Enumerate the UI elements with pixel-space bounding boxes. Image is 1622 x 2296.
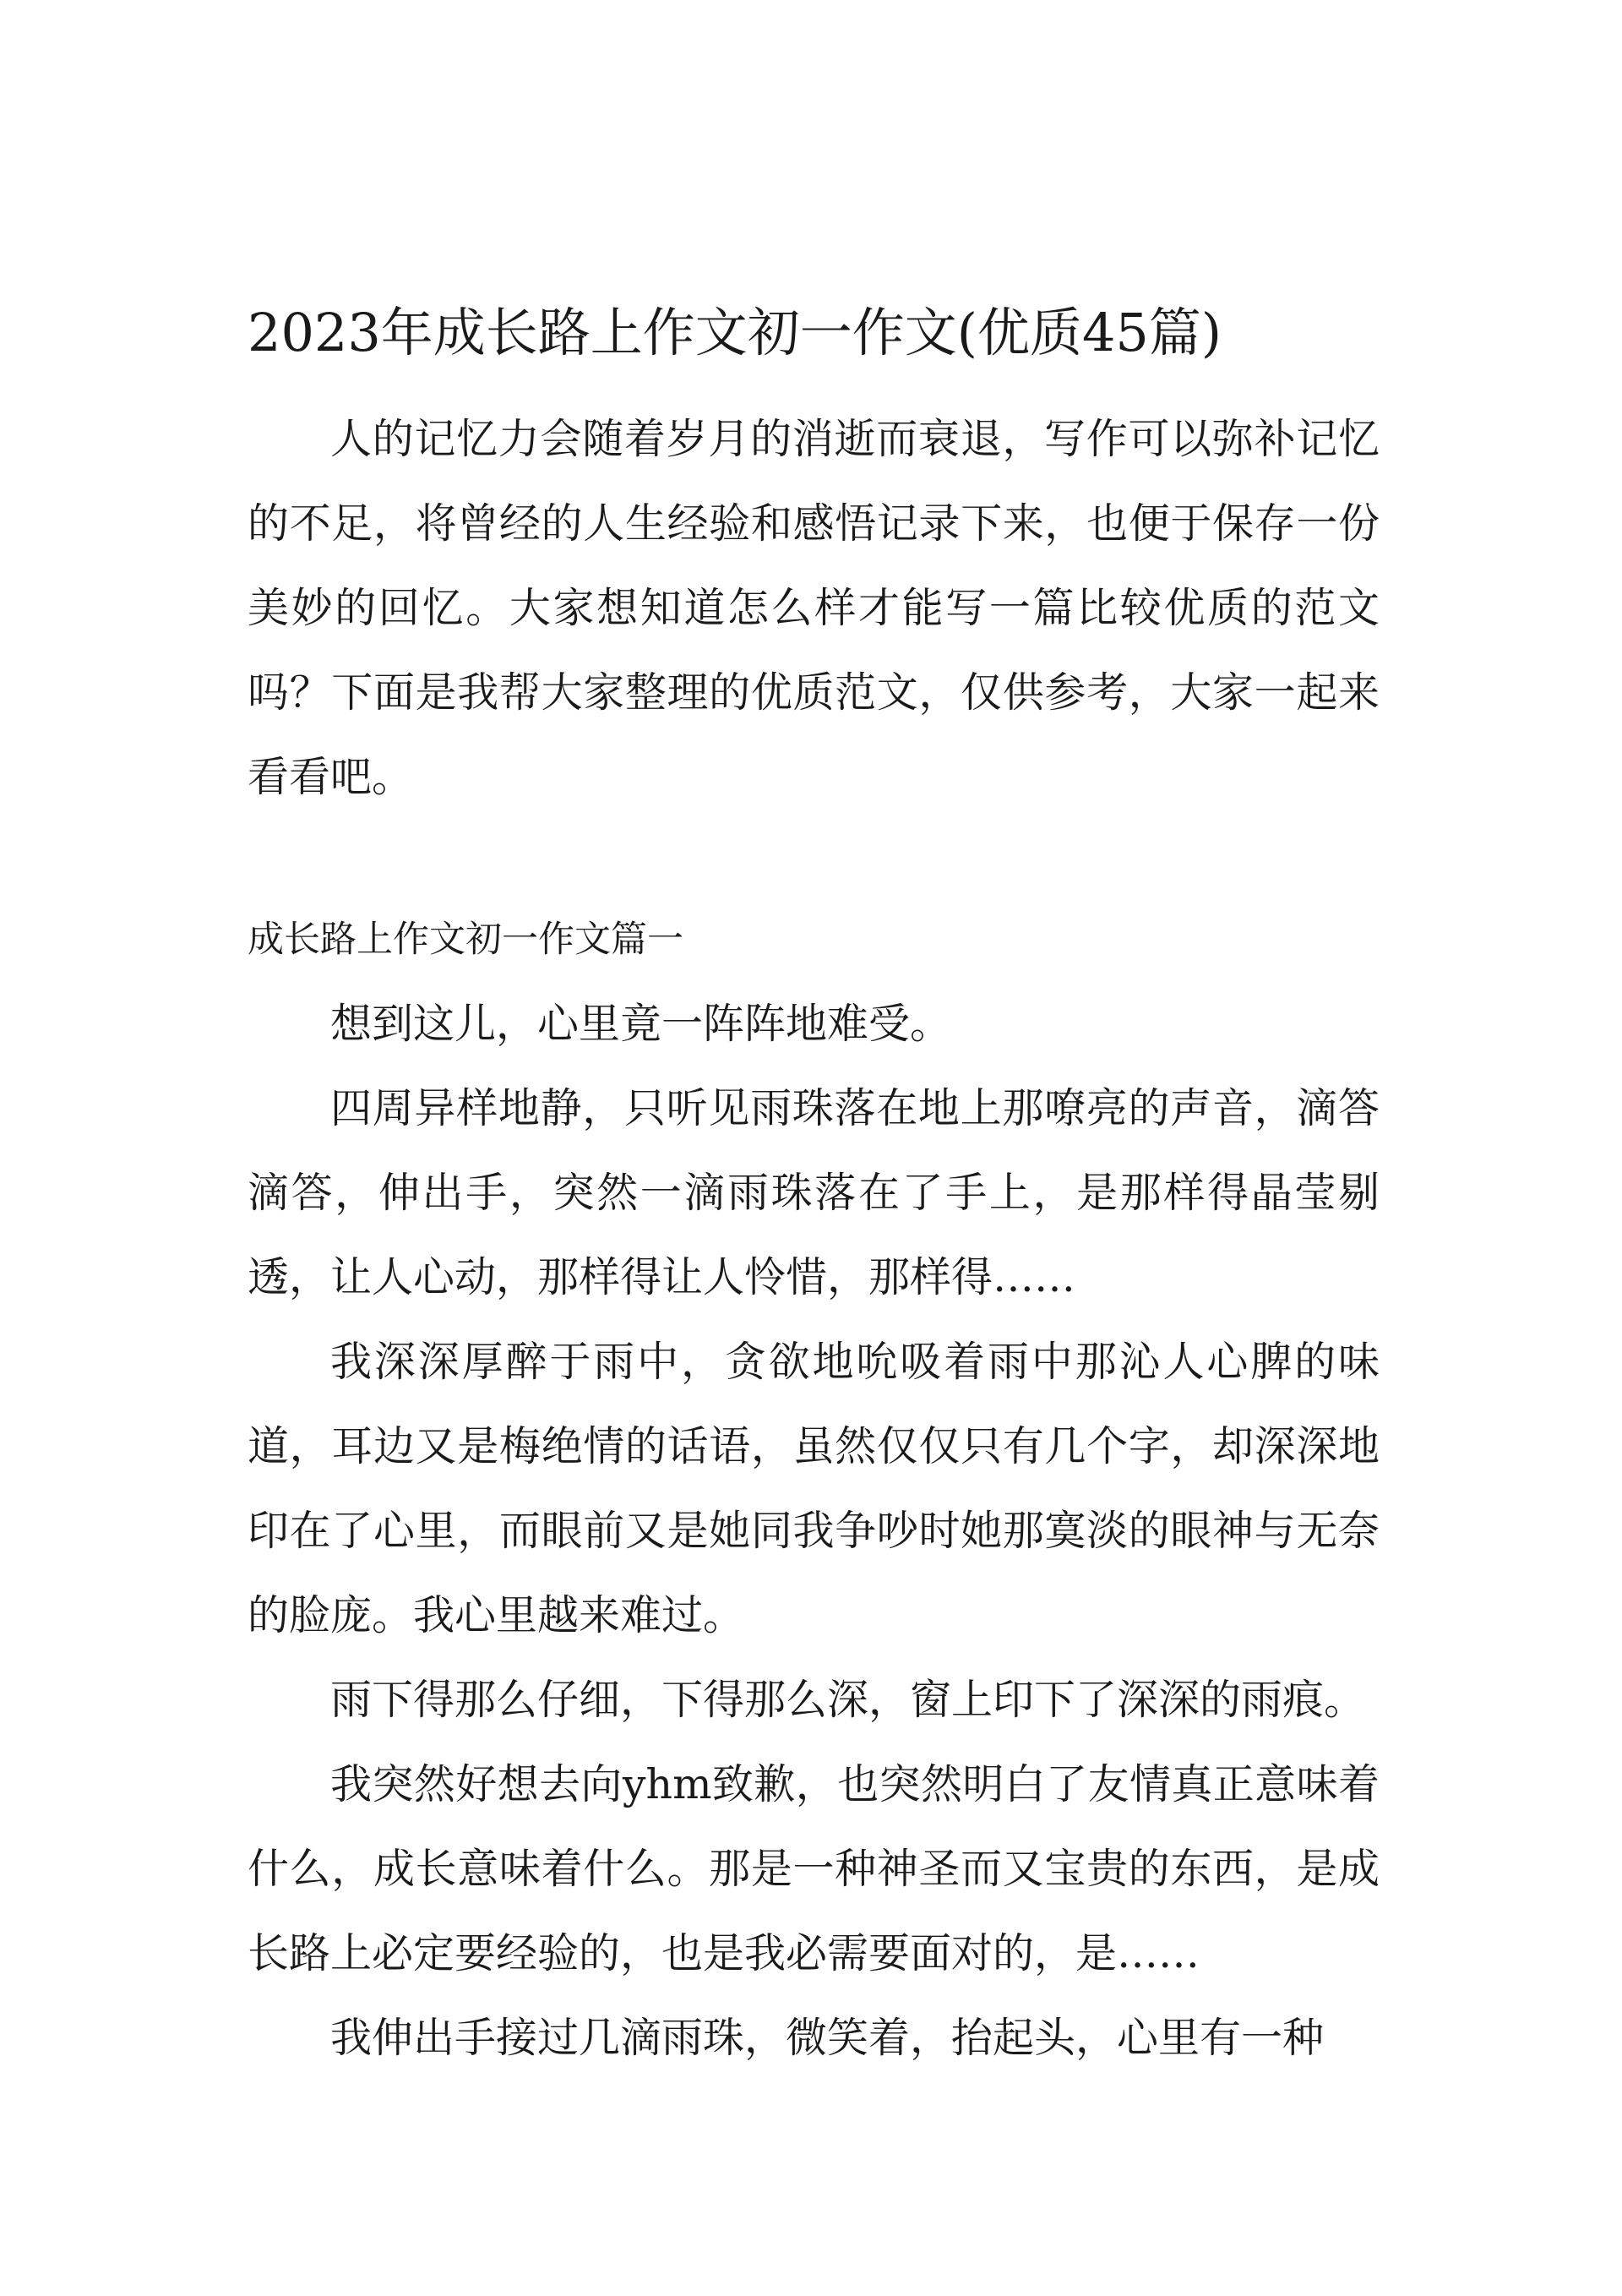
body-paragraph-6: 我伸出手接过几滴雨珠，微笑着，抬起头，心里有一种	[330, 2014, 1325, 2062]
document-body	[248, 397, 1380, 2081]
section-heading: 成长路上作文初一作文篇一	[248, 919, 683, 961]
body-paragraph-3: 我深深厚醉于雨中，贪欲地吮吸着雨中那沁人心脾的味道，耳边又是梅绝情的话语，虽然仅仅只有几个字，却深深地印在了心里，而眼前又是她同我争吵时她那寞淡的眼神与无奈的脸庞。我心里越来难过。	[248, 1338, 1380, 1639]
body-paragraph-1: 想到这儿，心里竟一阵阵地难受。	[330, 1000, 952, 1048]
body-paragraph-5: 我突然好想去向yhm致歉，也突然明白了友情真正意味着什么，成长意味着什么。那是一种神圣而又宝贵的东西，是成长路上必定要经验的，也是我必需要面对的，是……	[248, 1760, 1380, 1977]
body-paragraph-4: 雨下得那么仔细，下得那么深，窗上印下了深深的雨痕。	[330, 1676, 1366, 1724]
document-title: 2023年成长路上作文初一作文(优质45篇)	[248, 301, 1222, 363]
intro-paragraph: 人的记忆力会随着岁月的消逝而衰退，写作可以弥补记忆的不足，将曾经的人生经验和感悟记录下来，也便于保存一份美妙的回忆。大家想知道怎么样才能写一篇比较优质的范文吗？下面是我帮大家整理的优质范文，仅供参考，大家一起来看看吧。	[248, 415, 1380, 801]
body-paragraph-2: 四周异样地静，只听见雨珠落在地上那嘹亮的声音，滴答滴答，伸出手，突然一滴雨珠落在了手上，是那样得晶莹剔透，让人心动，那样得让人怜惜，那样得……	[248, 1084, 1380, 1301]
